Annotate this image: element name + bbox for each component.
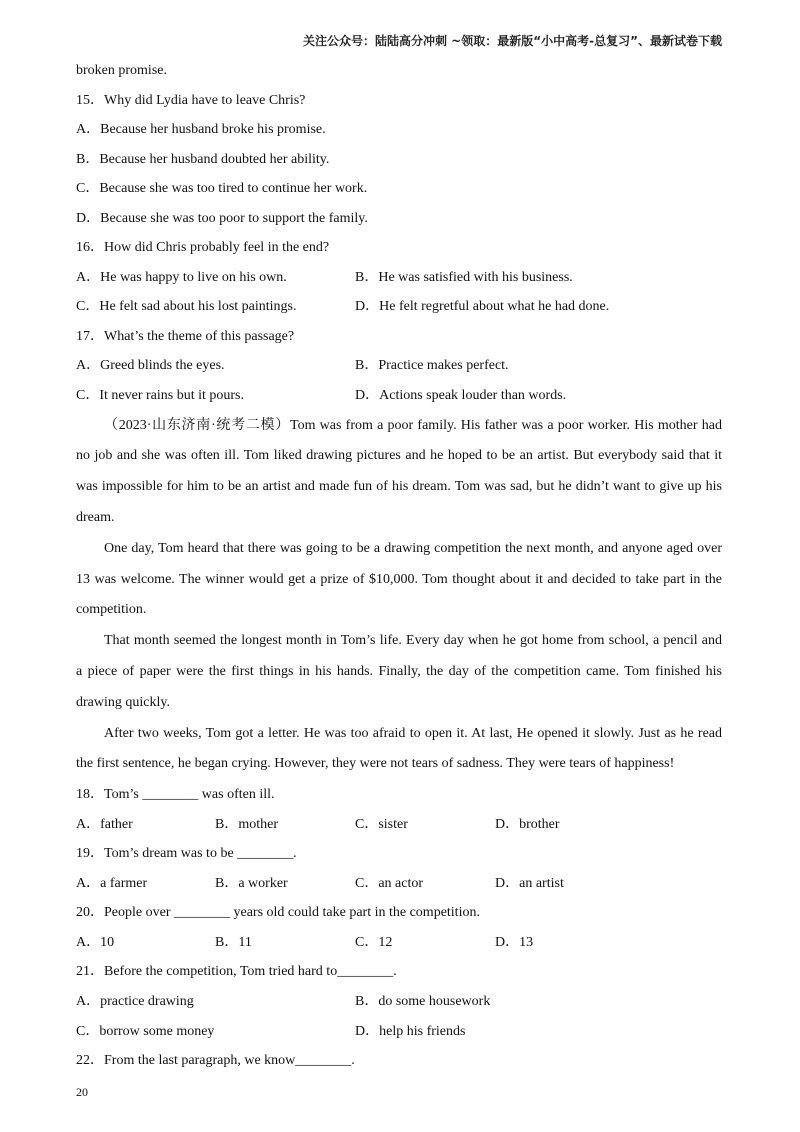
question-number: 21． bbox=[76, 964, 104, 980]
option-label: A． bbox=[76, 358, 101, 374]
option-17-a bbox=[76, 351, 355, 381]
header-banner: 关注公众号：陆陆高分冲刺 ~领取：最新版“小中高考-总复习”、最新试卷下载 bbox=[303, 34, 722, 48]
page-content bbox=[76, 56, 722, 1076]
passage-line: One day, Tom heard that there was going to be a drawing competition the next month, and anyone aged over bbox=[104, 540, 722, 556]
reading-passage bbox=[76, 411, 722, 781]
passage-paragraph-2 bbox=[76, 534, 722, 626]
option-label: C． bbox=[76, 181, 100, 197]
option-text: Actions speak louder than words. bbox=[379, 388, 567, 404]
option-text: father bbox=[100, 816, 133, 832]
question-15 bbox=[76, 86, 722, 116]
option-20-c bbox=[355, 928, 495, 958]
option-label: B． bbox=[215, 816, 239, 832]
option-text: a farmer bbox=[100, 875, 148, 891]
option-18-a bbox=[76, 810, 215, 840]
option-15-b bbox=[76, 145, 722, 175]
option-text: brother bbox=[519, 816, 560, 832]
question-18 bbox=[76, 780, 722, 810]
question-stem: From the last paragraph, we know________. bbox=[104, 1053, 355, 1069]
option-17-b bbox=[355, 351, 722, 381]
option-16-c bbox=[76, 292, 355, 322]
option-label: B． bbox=[355, 269, 379, 285]
question-stem: Before the competition, Tom tried hard to________. bbox=[104, 964, 397, 980]
question-stem: Why did Lydia have to leave Chris? bbox=[104, 92, 306, 108]
option-text: 12 bbox=[378, 934, 393, 950]
passage-line: After two weeks, Tom got a letter. He was too afraid to open it. At last, He opened it slowly. Just as he read bbox=[104, 725, 722, 741]
option-text: He was happy to live on his own. bbox=[100, 269, 287, 285]
option-15-c bbox=[76, 174, 722, 204]
option-label: B． bbox=[355, 993, 379, 1009]
option-text: Because her husband broke his promise. bbox=[100, 122, 326, 138]
question-number: 16． bbox=[76, 240, 104, 256]
option-21-a bbox=[76, 987, 355, 1017]
option-text: 11 bbox=[238, 934, 252, 950]
options-row bbox=[76, 810, 722, 840]
option-text: He felt sad about his lost paintings. bbox=[99, 299, 297, 315]
option-text: sister bbox=[378, 816, 408, 832]
option-17-d bbox=[355, 381, 722, 411]
option-text: Because she was too tired to continue her work. bbox=[99, 181, 368, 197]
option-label: D． bbox=[355, 299, 380, 315]
option-18-c bbox=[355, 810, 495, 840]
option-19-b bbox=[215, 869, 355, 899]
option-15-a bbox=[76, 115, 722, 145]
option-label: C． bbox=[76, 388, 100, 404]
option-label: B． bbox=[355, 358, 379, 374]
option-label: A． bbox=[76, 269, 101, 285]
question-17 bbox=[76, 322, 722, 352]
question-number: 22． bbox=[76, 1053, 104, 1069]
option-16-a bbox=[76, 263, 355, 293]
option-20-a bbox=[76, 928, 215, 958]
question-number: 20． bbox=[76, 905, 104, 921]
passage-source: （2023·山东济南·统考二模） bbox=[104, 417, 290, 433]
passage-paragraph-4 bbox=[76, 719, 722, 781]
passage-paragraph-3 bbox=[76, 626, 722, 718]
passage-line: competition. bbox=[76, 602, 147, 618]
option-text: Greed blinds the eyes. bbox=[100, 358, 225, 374]
option-text: It never rains but it pours. bbox=[99, 388, 244, 404]
question-16 bbox=[76, 233, 722, 263]
option-15-d bbox=[76, 204, 722, 234]
option-20-b bbox=[215, 928, 355, 958]
option-18-d bbox=[495, 810, 722, 840]
option-label: C． bbox=[355, 875, 379, 891]
option-16-d bbox=[355, 292, 722, 322]
option-text: a worker bbox=[238, 875, 288, 891]
option-text: do some housework bbox=[378, 993, 491, 1009]
option-label: A． bbox=[76, 122, 101, 138]
passage-paragraph-1 bbox=[76, 411, 722, 534]
options-row bbox=[76, 381, 722, 411]
option-text: Because she was too poor to support the family. bbox=[100, 210, 368, 226]
option-label: C． bbox=[76, 1023, 100, 1039]
question-stem: Tom’s dream was to be ________. bbox=[104, 846, 297, 862]
option-16-b bbox=[355, 263, 722, 293]
options-row bbox=[76, 928, 722, 958]
question-number: 17． bbox=[76, 328, 104, 344]
option-20-d bbox=[495, 928, 722, 958]
option-text: an actor bbox=[378, 875, 424, 891]
option-18-b bbox=[215, 810, 355, 840]
option-label: D． bbox=[355, 388, 380, 404]
option-label: A． bbox=[76, 993, 101, 1009]
page-number: 20 bbox=[76, 1085, 88, 1099]
previous-passage-tail: broken promise. bbox=[76, 63, 167, 78]
option-label: B． bbox=[215, 934, 239, 950]
option-text: help his friends bbox=[379, 1023, 466, 1039]
option-label: C． bbox=[355, 934, 379, 950]
question-stem: How did Chris probably feel in the end? bbox=[104, 240, 330, 256]
option-label: C． bbox=[355, 816, 379, 832]
passage-line: drawing quickly. bbox=[76, 694, 170, 710]
question-stem: What’s the theme of this passage? bbox=[104, 328, 295, 344]
option-text: borrow some money bbox=[99, 1023, 215, 1039]
options-row bbox=[76, 1017, 722, 1047]
question-number: 18． bbox=[76, 787, 104, 803]
question-stem: People over ________ years old could take part in the competition. bbox=[104, 905, 480, 921]
option-label: A． bbox=[76, 875, 101, 891]
option-21-b bbox=[355, 987, 722, 1017]
passage-line bbox=[76, 411, 722, 442]
passage-line: 13 was welcome. The winner would get a prize of $10,000. Tom thought about it and decided to take part in the bbox=[76, 571, 722, 587]
option-label: D． bbox=[355, 1023, 380, 1039]
option-label: B． bbox=[76, 151, 100, 167]
option-21-d bbox=[355, 1017, 722, 1047]
passage-line: no job and she was often ill. Tom liked drawing pictures and he hoped to be an artist. But everybody said that it bbox=[76, 448, 722, 464]
option-19-c bbox=[355, 869, 495, 899]
option-text: an artist bbox=[519, 875, 564, 891]
options-row bbox=[76, 292, 722, 322]
option-text: practice drawing bbox=[100, 993, 194, 1009]
option-label: D． bbox=[495, 934, 520, 950]
option-label: C． bbox=[76, 299, 100, 315]
question-number: 15． bbox=[76, 92, 104, 108]
passage-line: was impossible for him to be an artist and made fun of his dream. Tom was sad, but he didn’t want to give up his bbox=[76, 479, 722, 495]
option-label: A． bbox=[76, 934, 101, 950]
option-19-d bbox=[495, 869, 722, 899]
question-20 bbox=[76, 898, 722, 928]
option-text: He was satisfied with his business. bbox=[378, 269, 573, 285]
option-text: Because her husband doubted her ability. bbox=[99, 151, 330, 167]
passage-line: That month seemed the longest month in Tom’s life. Every day when he got home from school, a pencil and bbox=[104, 633, 722, 649]
question-19 bbox=[76, 839, 722, 869]
options-row bbox=[76, 263, 722, 293]
passage-line: dream. bbox=[76, 509, 115, 525]
option-label: D． bbox=[76, 210, 101, 226]
option-label: B． bbox=[215, 875, 239, 891]
question-stem: Tom’s ________ was often ill. bbox=[104, 787, 275, 803]
question-21 bbox=[76, 957, 722, 987]
options-row bbox=[76, 987, 722, 1017]
option-21-c bbox=[76, 1017, 355, 1047]
option-text: 13 bbox=[519, 934, 534, 950]
passage-line: a piece of paper were the first things in his hands. Finally, the day of the competition came. Tom finished his bbox=[76, 663, 722, 679]
options-row bbox=[76, 869, 722, 899]
option-19-a bbox=[76, 869, 215, 899]
option-label: D． bbox=[495, 816, 520, 832]
option-text: mother bbox=[238, 816, 278, 832]
option-text: 10 bbox=[100, 934, 115, 950]
option-text: He felt regretful about what he had done. bbox=[379, 299, 610, 315]
question-number: 19． bbox=[76, 846, 104, 862]
options-row bbox=[76, 351, 722, 381]
option-text: Practice makes perfect. bbox=[378, 358, 509, 374]
passage-line: the first sentence, he began crying. However, they were not tears of sadness. They were tears of happiness! bbox=[76, 756, 675, 772]
option-label: D． bbox=[495, 875, 520, 891]
question-22 bbox=[76, 1046, 722, 1076]
passage-line-text: Tom was from a poor family. His father was a poor worker. His mother had bbox=[290, 417, 722, 433]
option-label: A． bbox=[76, 816, 101, 832]
option-17-c bbox=[76, 381, 355, 411]
